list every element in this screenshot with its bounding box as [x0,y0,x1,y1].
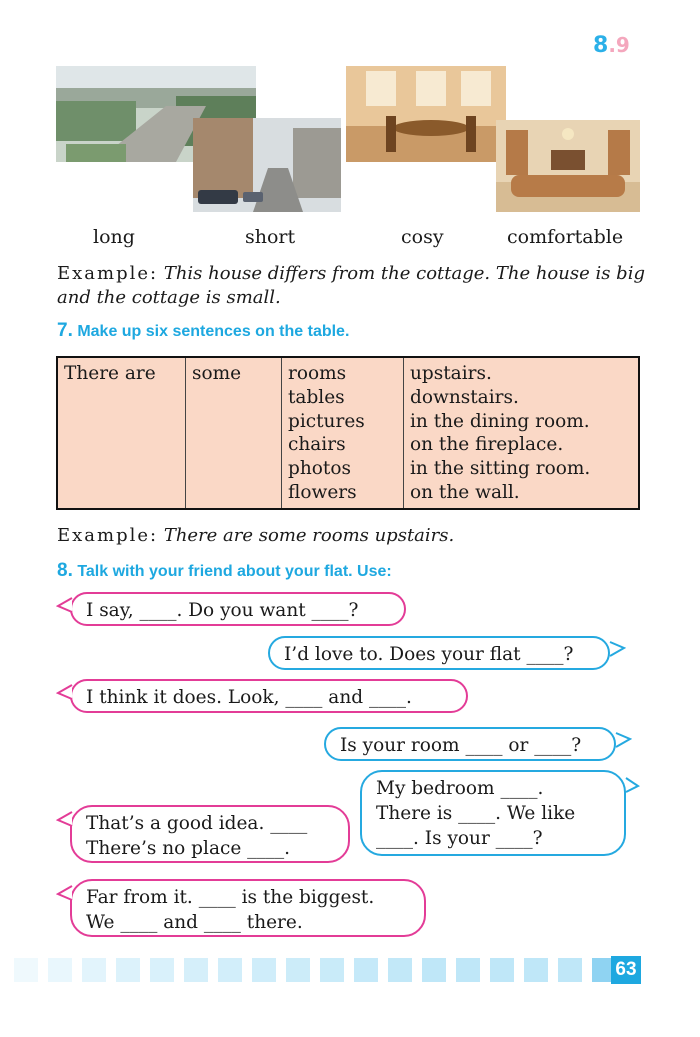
bubble-tail-icon [56,884,76,904]
example-1 [57,262,647,310]
table-col-nouns [282,358,404,508]
table-cell: some [192,363,242,384]
task-7-heading [57,320,349,342]
bubble-text: There is ____. We like [376,803,576,824]
task-number: 8. [57,560,73,581]
table-cell: downstairs. [410,386,519,408]
word-short: short [245,226,296,248]
bubble-text: That’s a good idea. ____ [86,813,308,834]
example-text: This house differs from the cottage. The house is big and the cottage is small. [57,263,645,308]
task-number: 7. [57,320,73,341]
example-label: Example: [57,263,159,284]
bubble-text: Far from it. ____ is the biggest. [86,887,375,908]
table-col-quantifier [186,358,282,508]
speech-bubble-6 [70,805,350,863]
bubble-tail-icon [612,731,632,751]
table-cell: on the fireplace. [410,434,564,456]
bubble-tail-icon [606,640,626,660]
bubble-text: There’s no place ____. [86,838,291,859]
example-2 [57,524,454,548]
substitution-table [56,356,640,510]
page-number: 63 [611,956,641,984]
table-cell: chairs [288,434,346,456]
table-cell: in the sitting room. [410,458,591,480]
table-cell: upstairs. [410,363,492,384]
speech-bubble-2 [268,636,610,670]
word-cosy: cosy [401,226,444,248]
section-marker: 8.9 [593,33,630,58]
bubble-text: My bedroom ____. [376,778,544,799]
word-comfortable: comfortable [507,226,624,248]
speech-bubble-5 [360,770,626,856]
bubble-text: ____. Is your ____? [376,828,543,849]
speech-bubble-1 [70,592,406,626]
living-room-photo [496,120,640,212]
task-instruction: Make up six sentences on the table. [77,323,350,340]
bubble-text: I think it does. Look, ____ and ____. [86,687,412,708]
speech-bubble-4 [324,727,616,761]
table-cell: in the dining room. [410,410,590,432]
table-cell: rooms [288,363,347,384]
bubble-tail-icon [56,810,76,830]
table-cell: tables [288,386,345,408]
table-cell: flowers [288,481,357,503]
bubble-text: I’d love to. Does your flat ____? [284,644,574,665]
example-label: Example: [57,525,159,546]
task-instruction: Talk with your friend about your flat. Use: [77,563,392,580]
table-cell: pictures [288,410,365,432]
word-long: long [93,226,135,248]
bubble-tail-icon [622,776,642,796]
bubble-tail-icon [56,596,76,616]
bubble-text: I say, ____. Do you want ____? [86,600,359,621]
speech-bubble-7 [70,879,426,937]
table-cell: There are [64,363,156,384]
table-cell: photos [288,458,351,480]
street-photo [193,118,341,212]
task-8-heading [57,560,392,582]
table-col-subject [58,358,186,508]
bubble-text: We ____ and ____ there. [86,912,303,933]
speech-bubble-3 [70,679,468,713]
table-col-places [404,358,640,508]
bubble-text: Is your room ____ or ____? [340,735,582,756]
bubble-tail-icon [56,683,76,703]
table-cell: on the wall. [410,481,520,503]
dining-room-photo [346,66,506,162]
example-text: There are some rooms upstairs. [163,525,455,546]
